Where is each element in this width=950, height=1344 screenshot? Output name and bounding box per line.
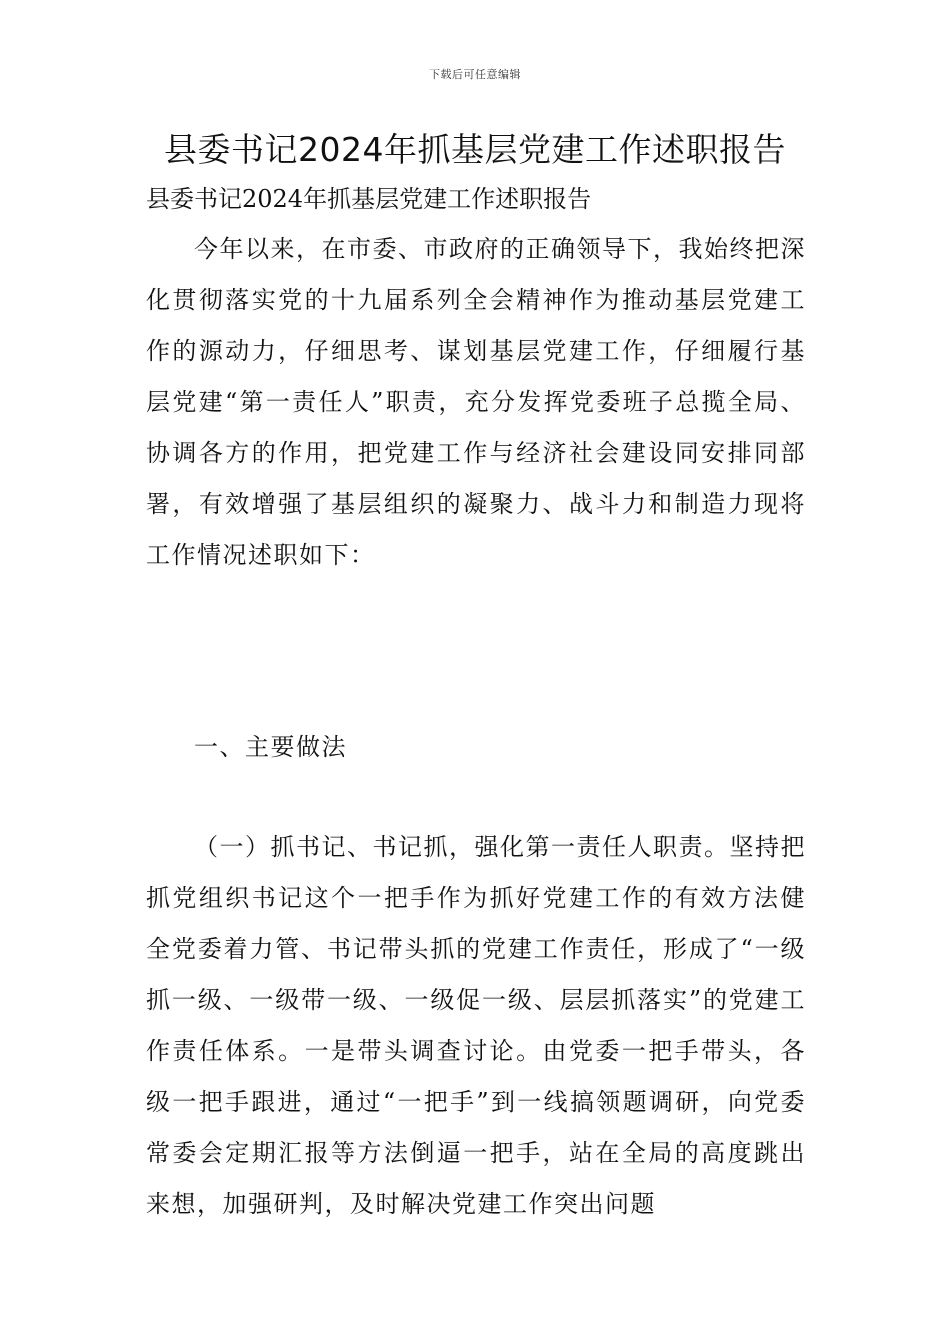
document-subtitle: 县委书记2024年抓基层党建工作述职报告: [146, 185, 592, 213]
intro-paragraph: [146, 224, 806, 581]
section-paragraph-text: （一）抓书记、书记抓，强化第一责任人职责。坚持把抓党组织书记这个一把手作为抓好党建工作的有效方法健全党委着力管、书记带头抓的党建工作责任，形成了“一级抓一级、一级带一级、一级促一级、层层抓落实”的党建工作责任体系。一是带头调查讨论。由党委一把手带头，各级一把手跟进，通过“一把手”到一线搞领题调研，向党委常委会定期汇报等方法倒逼一把手，站在全局的高度跳出来想，加强研判，及时解决党建工作突出问题: [146, 833, 806, 1218]
section-heading: 一、主要做法: [194, 733, 347, 761]
intro-paragraph-text: 今年以来，在市委、市政府的正确领导下，我始终把深化贯彻落实党的十九届系列全会精神作为推动基层党建工作的源动力，仔细思考、谋划基层党建工作，仔细履行基层党建“第一责任人”职责，充分发挥党委班子总揽全局、协调各方的作用，把党建工作与经济社会建设同安排同部署，有效增强了基层组织的凝聚力、战斗力和制造力现将工作情况述职如下：: [146, 235, 806, 569]
section-paragraph: [146, 822, 806, 1230]
header-note: 下载后可任意编辑: [429, 68, 521, 81]
document-title: 县委书记2024年抓基层党建工作述职报告: [164, 130, 786, 169]
